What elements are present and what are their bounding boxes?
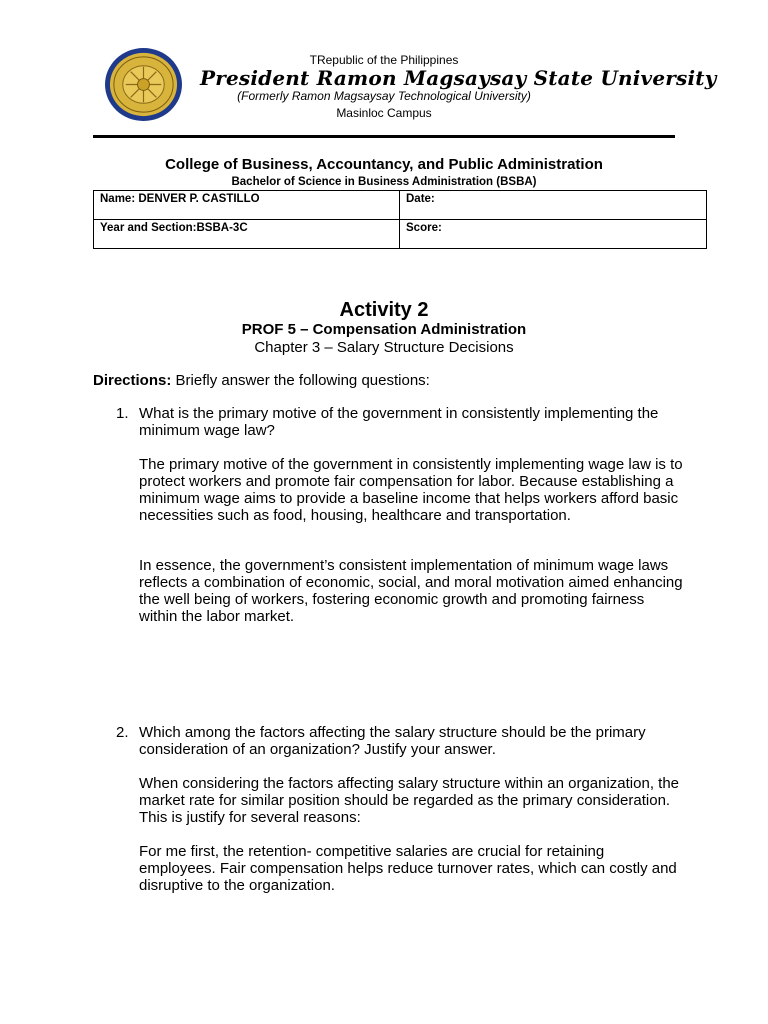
republic-line: TRepublic of the Philippines — [309, 53, 459, 67]
university-seal-logo — [104, 47, 183, 122]
question-2-answer-1: When considering the factors affecting salary structure within an organization, the market rate for similar position should be regarded as the primary consideration. This is justify for several reasons: — [139, 775, 680, 826]
question-1-number: 1. — [116, 405, 129, 422]
question-2-answer-2: For me first, the retention- competitive salaries are crucial for retaining employees. Fair compensation helps reduce turnover rates, which can costly and disruptive to the organization. — [139, 843, 677, 894]
question-1-answer-1: The primary motive of the government in consistently implementing wage law is to protect workers and promote fair compensation for labor. Because establishing a minimum wage aims to provide a baseline income that helps workers afford basic necessities such as food, housing, healthcare and transportation. — [139, 456, 683, 524]
question-2-text: Which among the factors affecting the salary structure should be the primary consideration of an organization? Justify your answer. — [139, 724, 646, 758]
header-divider — [93, 135, 675, 138]
chapter-title: Chapter 3 – Salary Structure Decisions — [254, 339, 514, 356]
program-name: Bachelor of Science in Business Administration (BSBA) — [231, 176, 537, 188]
directions — [93, 372, 430, 389]
directions-label: Directions: — [93, 372, 172, 389]
question-1-text: What is the primary motive of the government in consistently implementing the minimum wage law? — [139, 405, 659, 439]
course-title: PROF 5 – Compensation Administration — [241, 321, 527, 338]
question-2-number: 2. — [116, 724, 129, 741]
activity-title: Activity 2 — [339, 299, 429, 321]
table-row — [94, 220, 707, 249]
college-name: College of Business, Accountancy, and Public Administration — [165, 156, 603, 173]
directions-text: Briefly answer the following questions: — [171, 372, 430, 389]
table-row — [94, 191, 707, 220]
year-section-cell: Year and Section:BSBA-3C — [94, 220, 400, 249]
date-cell: Date: — [400, 191, 707, 220]
name-cell: Name: DENVER P. CASTILLO — [94, 191, 400, 220]
campus-name: Masinloc Campus — [336, 106, 432, 120]
score-cell: Score: — [400, 220, 707, 249]
student-info-table — [93, 190, 707, 249]
university-name: President Ramon Magsaysay State University — [200, 66, 717, 90]
question-1-answer-2: In essence, the government’s consistent implementation of minimum wage laws reflects a combination of economic, social, and moral motivation aimed enhancing the well being of workers, fostering economic growth and promoting fairness within the labor market. — [139, 557, 683, 625]
former-name: (Formerly Ramon Magsaysay Technological University) — [237, 89, 531, 103]
